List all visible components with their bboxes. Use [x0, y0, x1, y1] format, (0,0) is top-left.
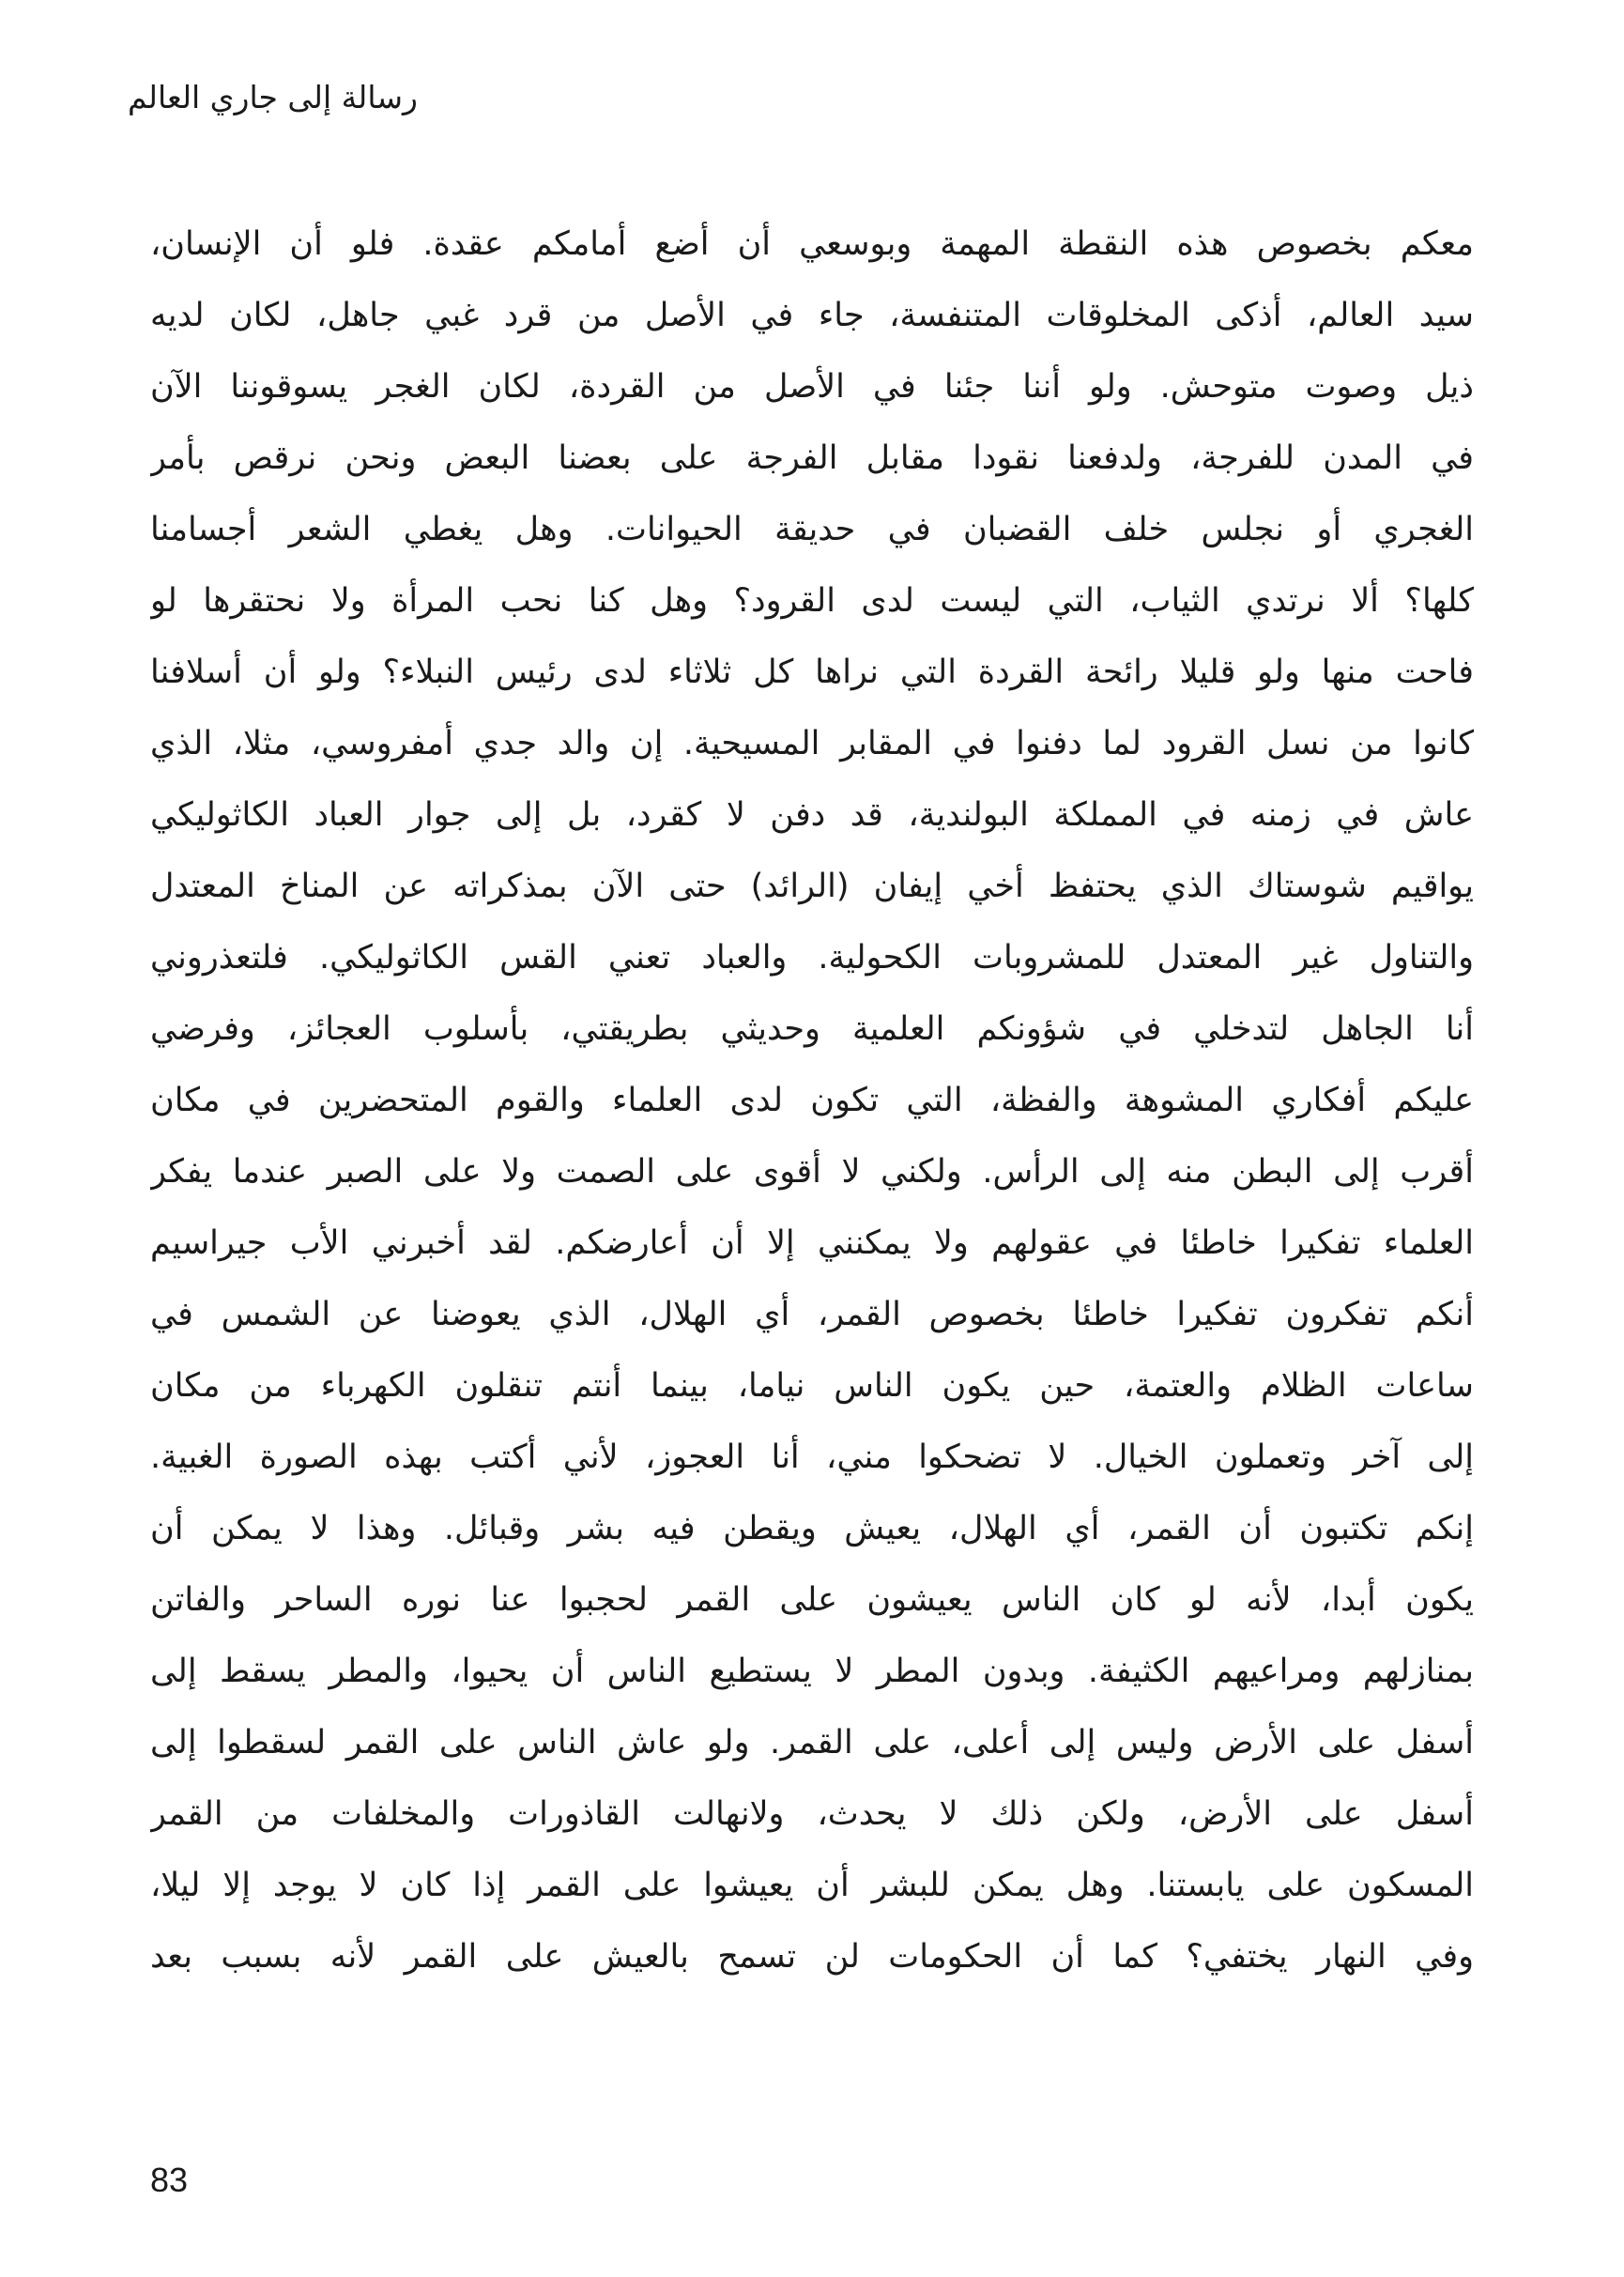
text-line: بمنازلهم ومراعيهم الكثيفة. وبدون المطر لا يستطيع الناس أن يحيوا، والمطر يسقط إلى — [150, 1653, 1474, 1690]
text-line: يكون أبدا، لأنه لو كان الناس يعيشون على القمر لحجبوا عنا نوره الساحر والفاتن — [150, 1581, 1474, 1619]
text-line: إنكم تكتبون أن القمر، أي الهلال، يعيش ويقطن فيه بشر وقبائل. وهذا لا يمكن أن — [150, 1510, 1474, 1547]
text-line: المسكون على يابستنا. وهل يمكن للبشر أن يعيشوا على القمر إذا كان لا يوجد إلا ليلا، — [150, 1867, 1474, 1904]
text-line: والتناول غير المعتدل للمشروبات الكحولية. والعباد تعني القس الكاثوليكي. فلتعذروني — [150, 939, 1474, 977]
text-line: الغجري أو نجلس خلف القضبان في حديقة الحيوانات. وهل يغطي الشعر أجسامنا — [150, 511, 1474, 548]
text-line: وفي النهار يختفي؟ كما أن الحكومات لن تسمح بالعيش على القمر لأنه بسبب بعد — [150, 1938, 1474, 1976]
text-line: كانوا من نسل القرود لما دفنوا في المقابر المسيحية. إن والد جدي أمفروسي، مثلا، الذي — [150, 725, 1474, 762]
text-line: سيد العالم، أذكى المخلوقات المتنفسة، جاء في الأصل من قرد غبي جاهل، لكان لديه — [150, 297, 1474, 334]
text-line: ذيل وصوت متوحش. ولو أننا جئنا في الأصل من القردة، لكان الغجر يسوقوننا الآن — [150, 368, 1474, 406]
text-line: في المدن للفرجة، ولدفعنا نقودا مقابل الفرجة على بعضنا البعض ونحن نرقص بأمر — [150, 439, 1474, 477]
text-line: فاحت منها ولو قليلا رائحة القردة التي نراها كل ثلاثاء لدى رئيس النبلاء؟ ولو أن أسلافنا — [150, 654, 1474, 691]
text-line: عاش في زمنه في المملكة البولندية، قد دفن لا كقرد، بل إلى جوار العباد الكاثوليكي — [150, 796, 1474, 834]
text-line: أسفل على الأرض، ولكن ذلك لا يحدث، ولانهالت القاذورات والمخلفات من القمر — [150, 1795, 1474, 1833]
text-line: أقرب إلى البطن منه إلى الرأس. ولكني لا أقوى على الصمت ولا على الصبر عندما يفكر — [150, 1153, 1474, 1191]
text-line: أسفل على الأرض وليس إلى أعلى، على القمر. ولو عاش الناس على القمر لسقطوا إلى — [150, 1724, 1474, 1762]
page-number: 83 — [150, 2161, 189, 2199]
text-line: إلى آخر وتعملون الخيال. لا تضحكوا مني، أنا العجوز، لأني أكتب بهذه الصورة الغبية. — [150, 1439, 1474, 1476]
text-line: أنكم تفكرون تفكيرا خاطئا بخصوص القمر، أي الهلال، الذي يعوضنا عن الشمس في — [150, 1296, 1474, 1333]
text-line: عليكم أفكاري المشوهة والفظة، التي تكون لدى العلماء والقوم المتحضرين في مكان — [150, 1082, 1474, 1119]
text-line: معكم بخصوص هذه النقطة المهمة وبوسعي أن أضع أمامكم عقدة. فلو أن الإنسان، — [150, 225, 1474, 263]
running-header: رسالة إلى جاري العالم — [127, 79, 418, 115]
text-line: يواقيم شوستاك الذي يحتفظ أخي إيفان (الرائد) حتى الآن بمذكراته عن المناخ المعتدل — [150, 868, 1474, 905]
body-text — [150, 208, 1474, 1992]
text-line: العلماء تفكيرا خاطئا في عقولهم ولا يمكنني إلا أن أعارضكم. لقد أخبرني الأب جيراسيم — [150, 1224, 1474, 1262]
text-line: كلها؟ ألا نرتدي الثياب، التي ليست لدى القرود؟ وهل كنا نحب المرأة ولا نحتقرها لو — [150, 582, 1474, 620]
text-line: أنا الجاهل لتدخلي في شؤونكم العلمية وحديثي بطريقتي، بأسلوب العجائز، وفرضي — [150, 1010, 1474, 1048]
text-line: ساعات الظلام والعتمة، حين يكون الناس نياما، بينما أنتم تنقلون الكهرباء من مكان — [150, 1367, 1474, 1405]
